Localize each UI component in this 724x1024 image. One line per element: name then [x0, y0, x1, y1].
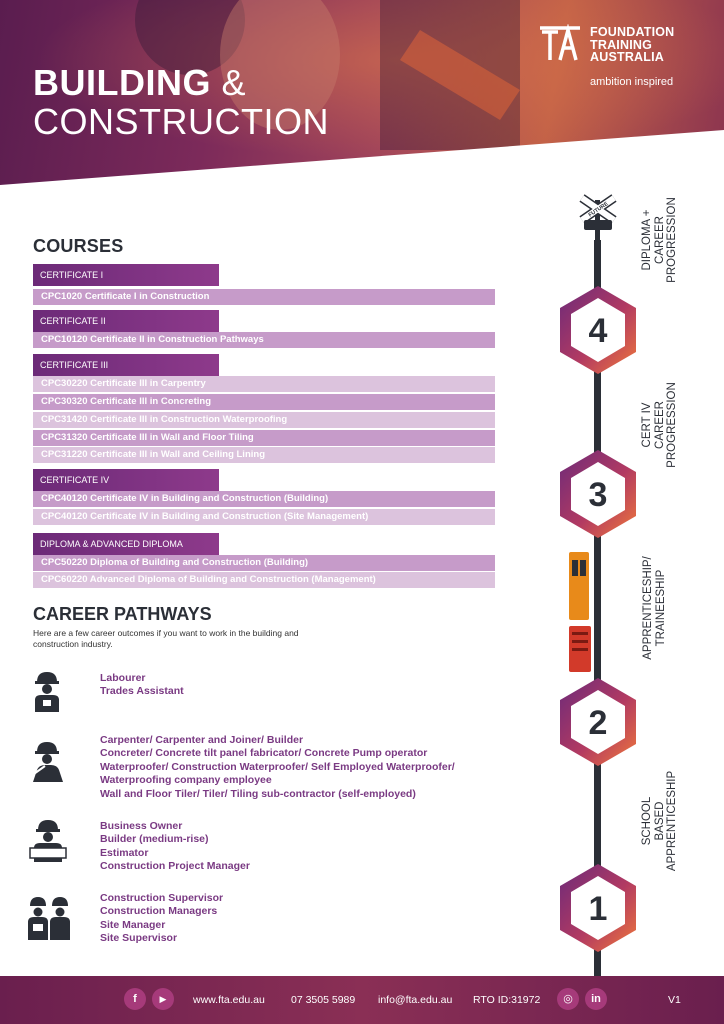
fta-logo: [538, 24, 698, 94]
page-title-line1: BUILDING &: [33, 62, 247, 103]
course-row[interactable]: CPC31220 Certificate III in Wall and Ceiling Lining: [33, 447, 495, 463]
course-row[interactable]: CPC31320 Certificate III in Wall and Floor Tiling: [33, 430, 495, 446]
future-sign-icon: [582, 198, 614, 245]
svg-text:1: 1: [588, 890, 608, 928]
course-row[interactable]: CPC31420 Certificate III in Construction Waterproofing: [33, 412, 495, 428]
career-group-2: Carpenter/ Carpenter and Joiner/ Builder Concreter/ Concrete tilt panel fabricator/ Concrete Pump operator Waterproofer/ Construction Waterproofer/ Self Employed Waterproofer/ Waterproofing company employee Wall and Floor Tiler/ Tiler/ Tiling sub-contractor (self-employed): [100, 734, 455, 800]
label-diploma-career: DIPLOMA + CAREER PROGRESSION: [641, 197, 678, 283]
career-group-3: Business Owner Builder (medium-rise) Estimator Construction Project Manager: [100, 820, 250, 873]
course-row[interactable]: CPC30320 Certificate III in Concreting: [33, 394, 495, 410]
step-4-hexagon: [560, 286, 636, 374]
svg-text:4: 4: [588, 312, 608, 350]
svg-text:3: 3: [588, 476, 608, 514]
supervisors-icon: [27, 894, 71, 942]
logo-tagline: ambition inspired: [590, 76, 674, 88]
career-group-4: Construction Supervisor Construction Managers Site Manager Site Supervisor: [100, 892, 224, 945]
courses-heading: COURSES: [33, 236, 124, 256]
hero-banner: [0, 0, 724, 200]
step-2-hexagon: [560, 678, 636, 766]
step-3-hexagon: [560, 450, 636, 538]
youtube-icon[interactable]: ▶: [152, 988, 174, 1010]
course-row[interactable]: CPC60220 Advanced Diploma of Building and Construction (Management): [33, 572, 495, 588]
category-certificate-iii: CERTIFICATE III: [33, 354, 219, 376]
footer: [0, 976, 724, 1024]
category-certificate-ii: CERTIFICATE II: [33, 310, 219, 332]
label-cert-iv-career: CERT IV CAREER PROGRESSION: [641, 382, 678, 468]
version-label: V1: [668, 994, 681, 1006]
career-description: Here are a few career outcomes if you want to work in the building and construction industry.: [33, 628, 299, 649]
worker-icon: [27, 670, 67, 714]
career-heading: CAREER PATHWAYS: [33, 604, 212, 624]
course-row[interactable]: CPC10120 Certificate II in Construction Pathways: [33, 332, 495, 348]
course-row[interactable]: CPC1020 Certificate I in Construction: [33, 289, 495, 305]
facebook-icon[interactable]: f: [124, 988, 146, 1010]
category-certificate-i: CERTIFICATE I: [33, 264, 219, 286]
course-row[interactable]: CPC50220 Diploma of Building and Construction (Building): [33, 555, 495, 571]
step-1-hexagon: [560, 864, 636, 952]
label-apprenticeship: APPRENTICESHIP/ TRAINEESHIP: [642, 556, 667, 660]
category-diploma: DIPLOMA & ADVANCED DIPLOMA: [33, 533, 219, 555]
instagram-icon[interactable]: ◎: [557, 988, 579, 1010]
label-school-based: SCHOOL BASED APPRENTICESHIP: [641, 770, 678, 872]
logo-text: FOUNDATION TRAINING AUSTRALIA: [590, 25, 675, 64]
train-icon: [569, 552, 591, 672]
category-certificate-iv: CERTIFICATE IV: [33, 469, 219, 491]
sign-text: FUTURE: [587, 201, 610, 219]
page-title-line2: CONSTRUCTION: [33, 101, 329, 142]
footer-website[interactable]: www.fta.edu.au: [193, 994, 265, 1006]
linkedin-icon[interactable]: in: [585, 988, 607, 1010]
fta-logo-mark: [538, 24, 582, 64]
footer-phone[interactable]: 07 3505 5989: [291, 994, 356, 1006]
course-row[interactable]: CPC40120 Certificate IV in Building and Construction (Site Management): [33, 509, 495, 525]
footer-email[interactable]: info@fta.edu.au: [378, 994, 453, 1006]
tradesman-icon: [27, 740, 67, 784]
course-row[interactable]: CPC40120 Certificate IV in Building and Construction (Building): [33, 491, 495, 507]
footer-rto: RTO ID:31972: [473, 994, 541, 1006]
course-row[interactable]: CPC30220 Certificate III in Carpentry: [33, 376, 495, 392]
manager-icon: [27, 818, 69, 864]
career-group-1: Labourer Trades Assistant: [100, 672, 184, 698]
svg-text:2: 2: [588, 704, 608, 742]
